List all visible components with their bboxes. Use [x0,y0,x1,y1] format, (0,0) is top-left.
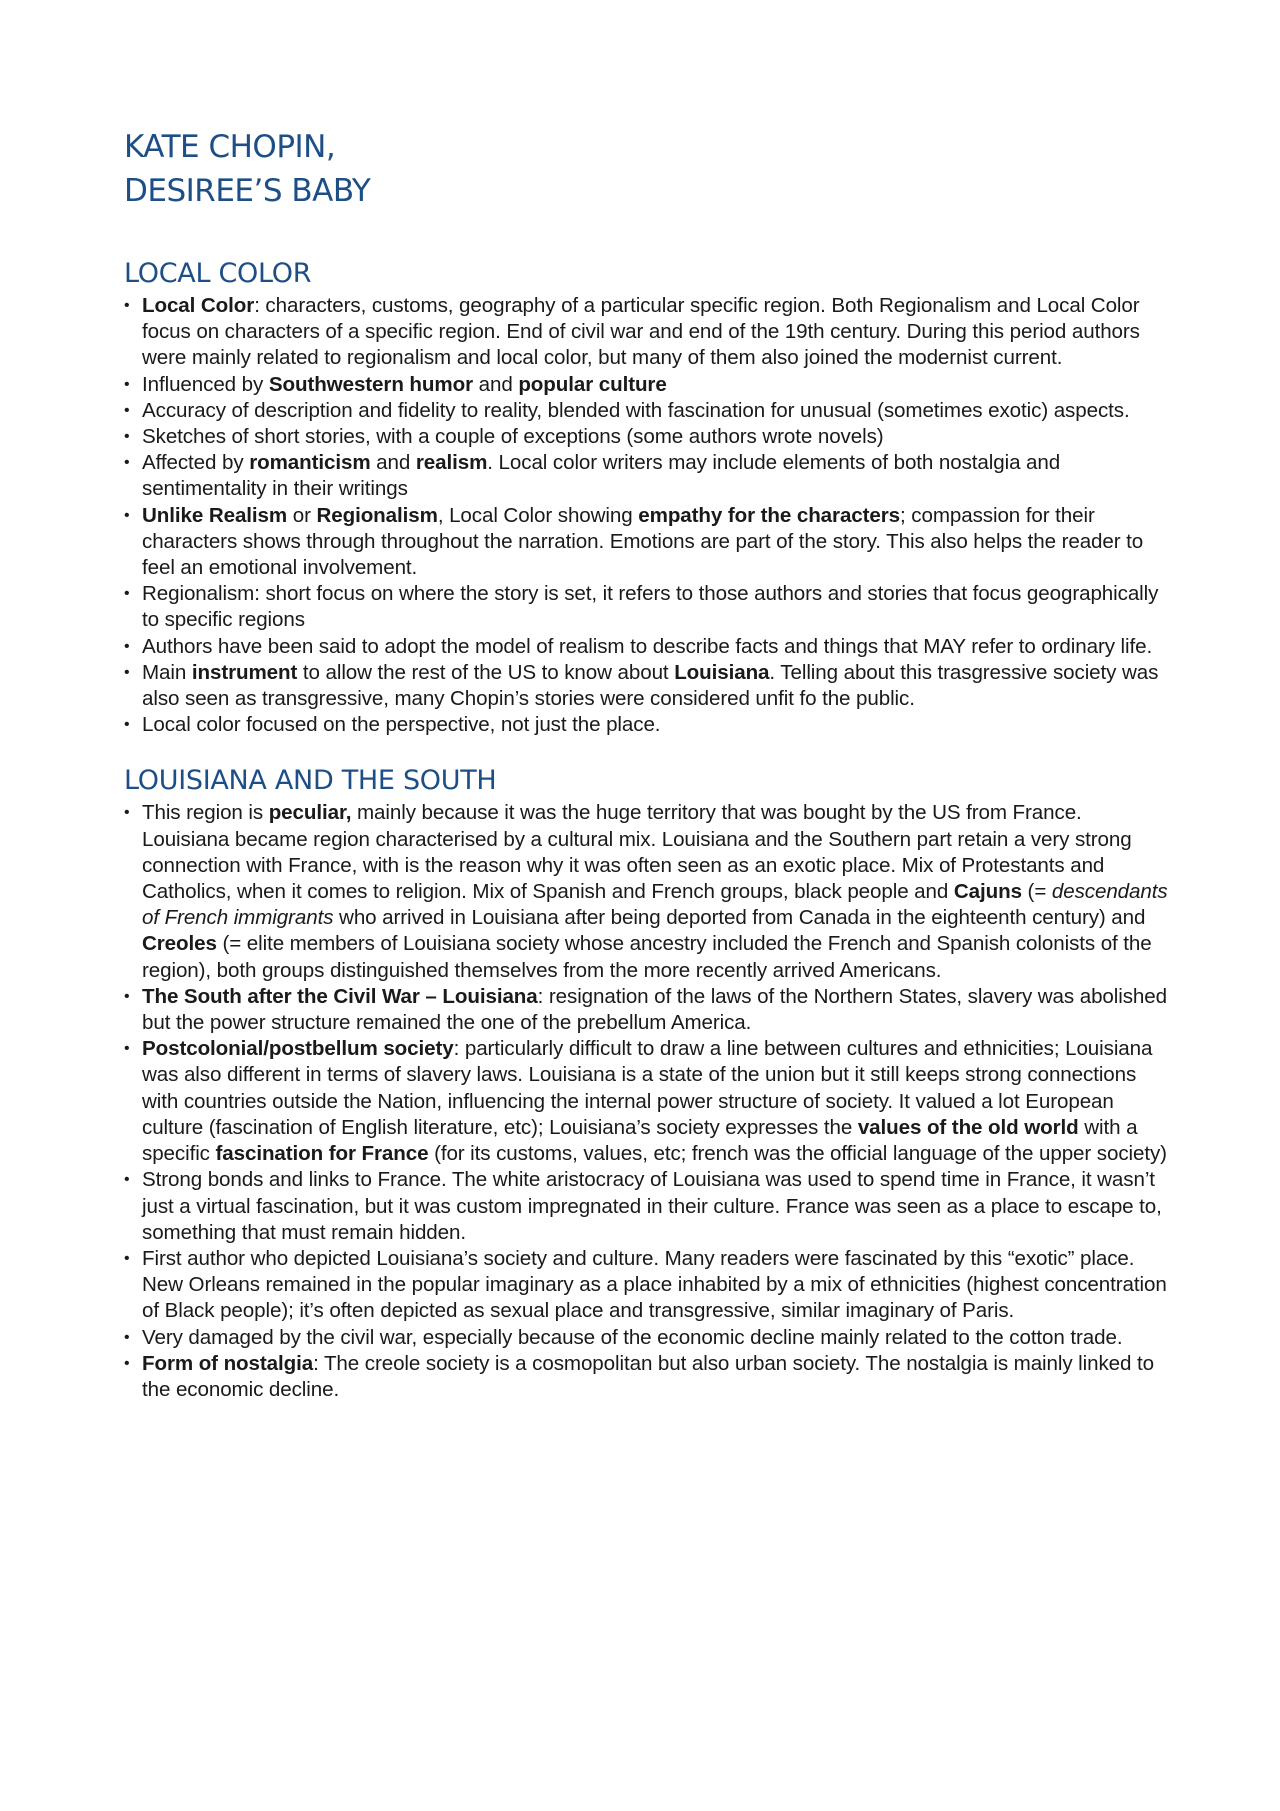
text-run: Very damaged by the civil war, especially because of the economic decline mainly related to the cotton trade. [142,1325,1123,1349]
document-title-line-1: KATE CHOPIN, [124,129,336,165]
text-run: . Telling about this trasgressive society was also seen as transgressive, many Chopin’s stories were considered unfit fo the public. [142,660,1159,711]
bold-text: Creoles [142,932,217,956]
section-heading: LOUISIANA AND THE SOUTH [124,765,497,797]
bullet-item [124,712,1174,738]
bullet-item [124,398,1174,424]
text-run: , Local Color showing [437,503,639,527]
text-run: (= [1021,880,1052,904]
bullet-item [124,660,1174,712]
text-run: Strong bonds and links to France. The white aristocracy of Louisiana was used to spend time in France, it wasn’t just a virtual fascination, but it was custom impregnated in their culture. France was seen as a place to escape to, something that must remain hidden. [142,1168,1162,1244]
section-heading: LOCAL COLOR [124,258,312,289]
text-run: Influenced by [142,372,269,396]
text-run: Authors have been said to adopt the model of realism to describe facts and things that MAY refer to ordinary life. [142,634,1153,658]
bold-text: Cajuns [953,880,1022,904]
bullet-item [124,450,1174,502]
bullet-list [124,800,1174,1403]
bullet-item [124,581,1174,633]
bullet-item [124,634,1174,660]
text-run: : resignation of the laws of the Northern States, slavery was abolished but the power structure remained the one of the prebellum America. [142,984,1167,1035]
bold-text: peculiar, [268,801,352,825]
bold-text: The South after the Civil War – Louisiana [142,984,538,1008]
section-louisiana-and-the-south [124,764,1174,1403]
text-run: . Local color writers may include elements of both nostalgia and sentimentality in their writings [142,451,1061,501]
text-run: Accuracy of description and fidelity to reality, blended with fascination for unusual (sometimes exotic) aspects. [142,398,1130,422]
bold-text: instrument [191,660,298,684]
bullet-item [124,503,1174,582]
text-run: Main [142,660,192,684]
section-local-color [124,257,1174,738]
text-run: mainly because it was the huge territory that was bought by the US from France. Louisiana became region characterised by a cultural mix. Louisiana and the Southern part retain a very strong connection with France, with is the reason why it was often seen as an exotic place. Mix of Protestants and Catholics, when it comes to religion. Mix of Spanish and French groups, black people and [142,801,1132,904]
text-run: Sketches of short stories, with a couple of exceptions (some authors wrote novels) [142,425,884,449]
bold-text: Local Color [142,294,255,317]
text-run: : characters, customs, geography of a particular specific region. Both Regionalism and Local Color focus on characters of a specific region. End of civil war and end of the 19th century. During this period authors were mainly related to regionalism and local color, but many of them also joined the modernist current. [142,294,1140,370]
bold-text: empathy for the characters [638,503,901,527]
text-run: (= elite members of Louisiana society whose ancestry included the French and Spanish colonists of the region), both groups distinguished themselves from the more recently arrived Americans. [142,932,1152,982]
bullet-item [124,372,1174,398]
bullet-item [124,1246,1174,1325]
document-title [124,125,1174,213]
document-page [124,125,1174,1429]
text-run: with a specific [142,1115,1138,1166]
bold-text: realism [415,451,488,475]
bullet-item [124,1325,1174,1351]
text-run: Affected by [142,451,250,475]
text-run: and [370,451,416,475]
bold-text: values of the old world [857,1115,1079,1139]
bullet-list [124,293,1174,738]
bold-text: Regionalism [316,503,438,527]
text-run: (for its customs, values, etc; french was the official language of the upper society) [428,1142,1167,1166]
bold-text: Louisiana [674,660,770,684]
bullet-item [124,424,1174,450]
bullet-item [124,1351,1174,1403]
text-run: or [287,503,317,527]
bold-text: Unlike Realism [142,503,288,527]
bold-text: Form of nostalgia [142,1351,314,1375]
text-run: First author who depicted Louisiana’s society and culture. Many readers were fascinated by this “exotic” place. New Orleans remained in the popular imaginary as a place inhabited by a mix of ethnicities (highest concentration of Black people); it’s often depicted as sexual place and transgressive, similar imaginary of Paris. [142,1246,1167,1323]
text-run: Regionalism: short focus on where the story is set, it refers to those authors and stories that focus geographically to specific regions [142,582,1159,632]
bullet-item [124,1036,1174,1167]
text-run: to allow the rest of the US to know about [297,660,675,684]
bullet-item [124,800,1174,983]
bullet-item [124,1167,1174,1246]
text-run: and [473,372,519,396]
text-run: ; compassion for their characters shows through throughout the narration. Emotions are part of the story. This also helps the reader to feel an emotional involvement. [142,503,1144,580]
text-run: : particularly difficult to draw a line between cultures and ethnicities; Louisiana was also different in terms of slavery laws. Louisiana is a state of the union but it still keeps strong connections with countries outside the Nation, influencing the internal power structure of society. It valued a lot European culture (fascination of English literature, etc); Louisiana’s society expresses the [142,1037,1153,1139]
text-run: Local color focused on the perspective, not just the place. [142,713,661,737]
bullet-item [124,984,1174,1036]
bold-text: fascination for France [215,1142,429,1166]
bold-text: romanticism [249,451,371,475]
text-run: This region is [142,801,269,825]
bold-text: Postcolonial/postbellum society [142,1037,454,1061]
text-run: who arrived in Louisiana after being deported from Canada in the eighteenth century) and [333,906,1146,930]
italic-text: descendants of French immigrants [142,880,1168,930]
text-run: : The creole society is a cosmopolitan but also urban society. The nostalgia is mainly linked to the economic decline. [142,1351,1154,1401]
bullet-item [124,293,1174,372]
bold-text: Southwestern humor [268,372,473,396]
document-title-line-2: DESIREE’S BABY [124,173,371,209]
bold-text: popular culture [518,372,667,396]
